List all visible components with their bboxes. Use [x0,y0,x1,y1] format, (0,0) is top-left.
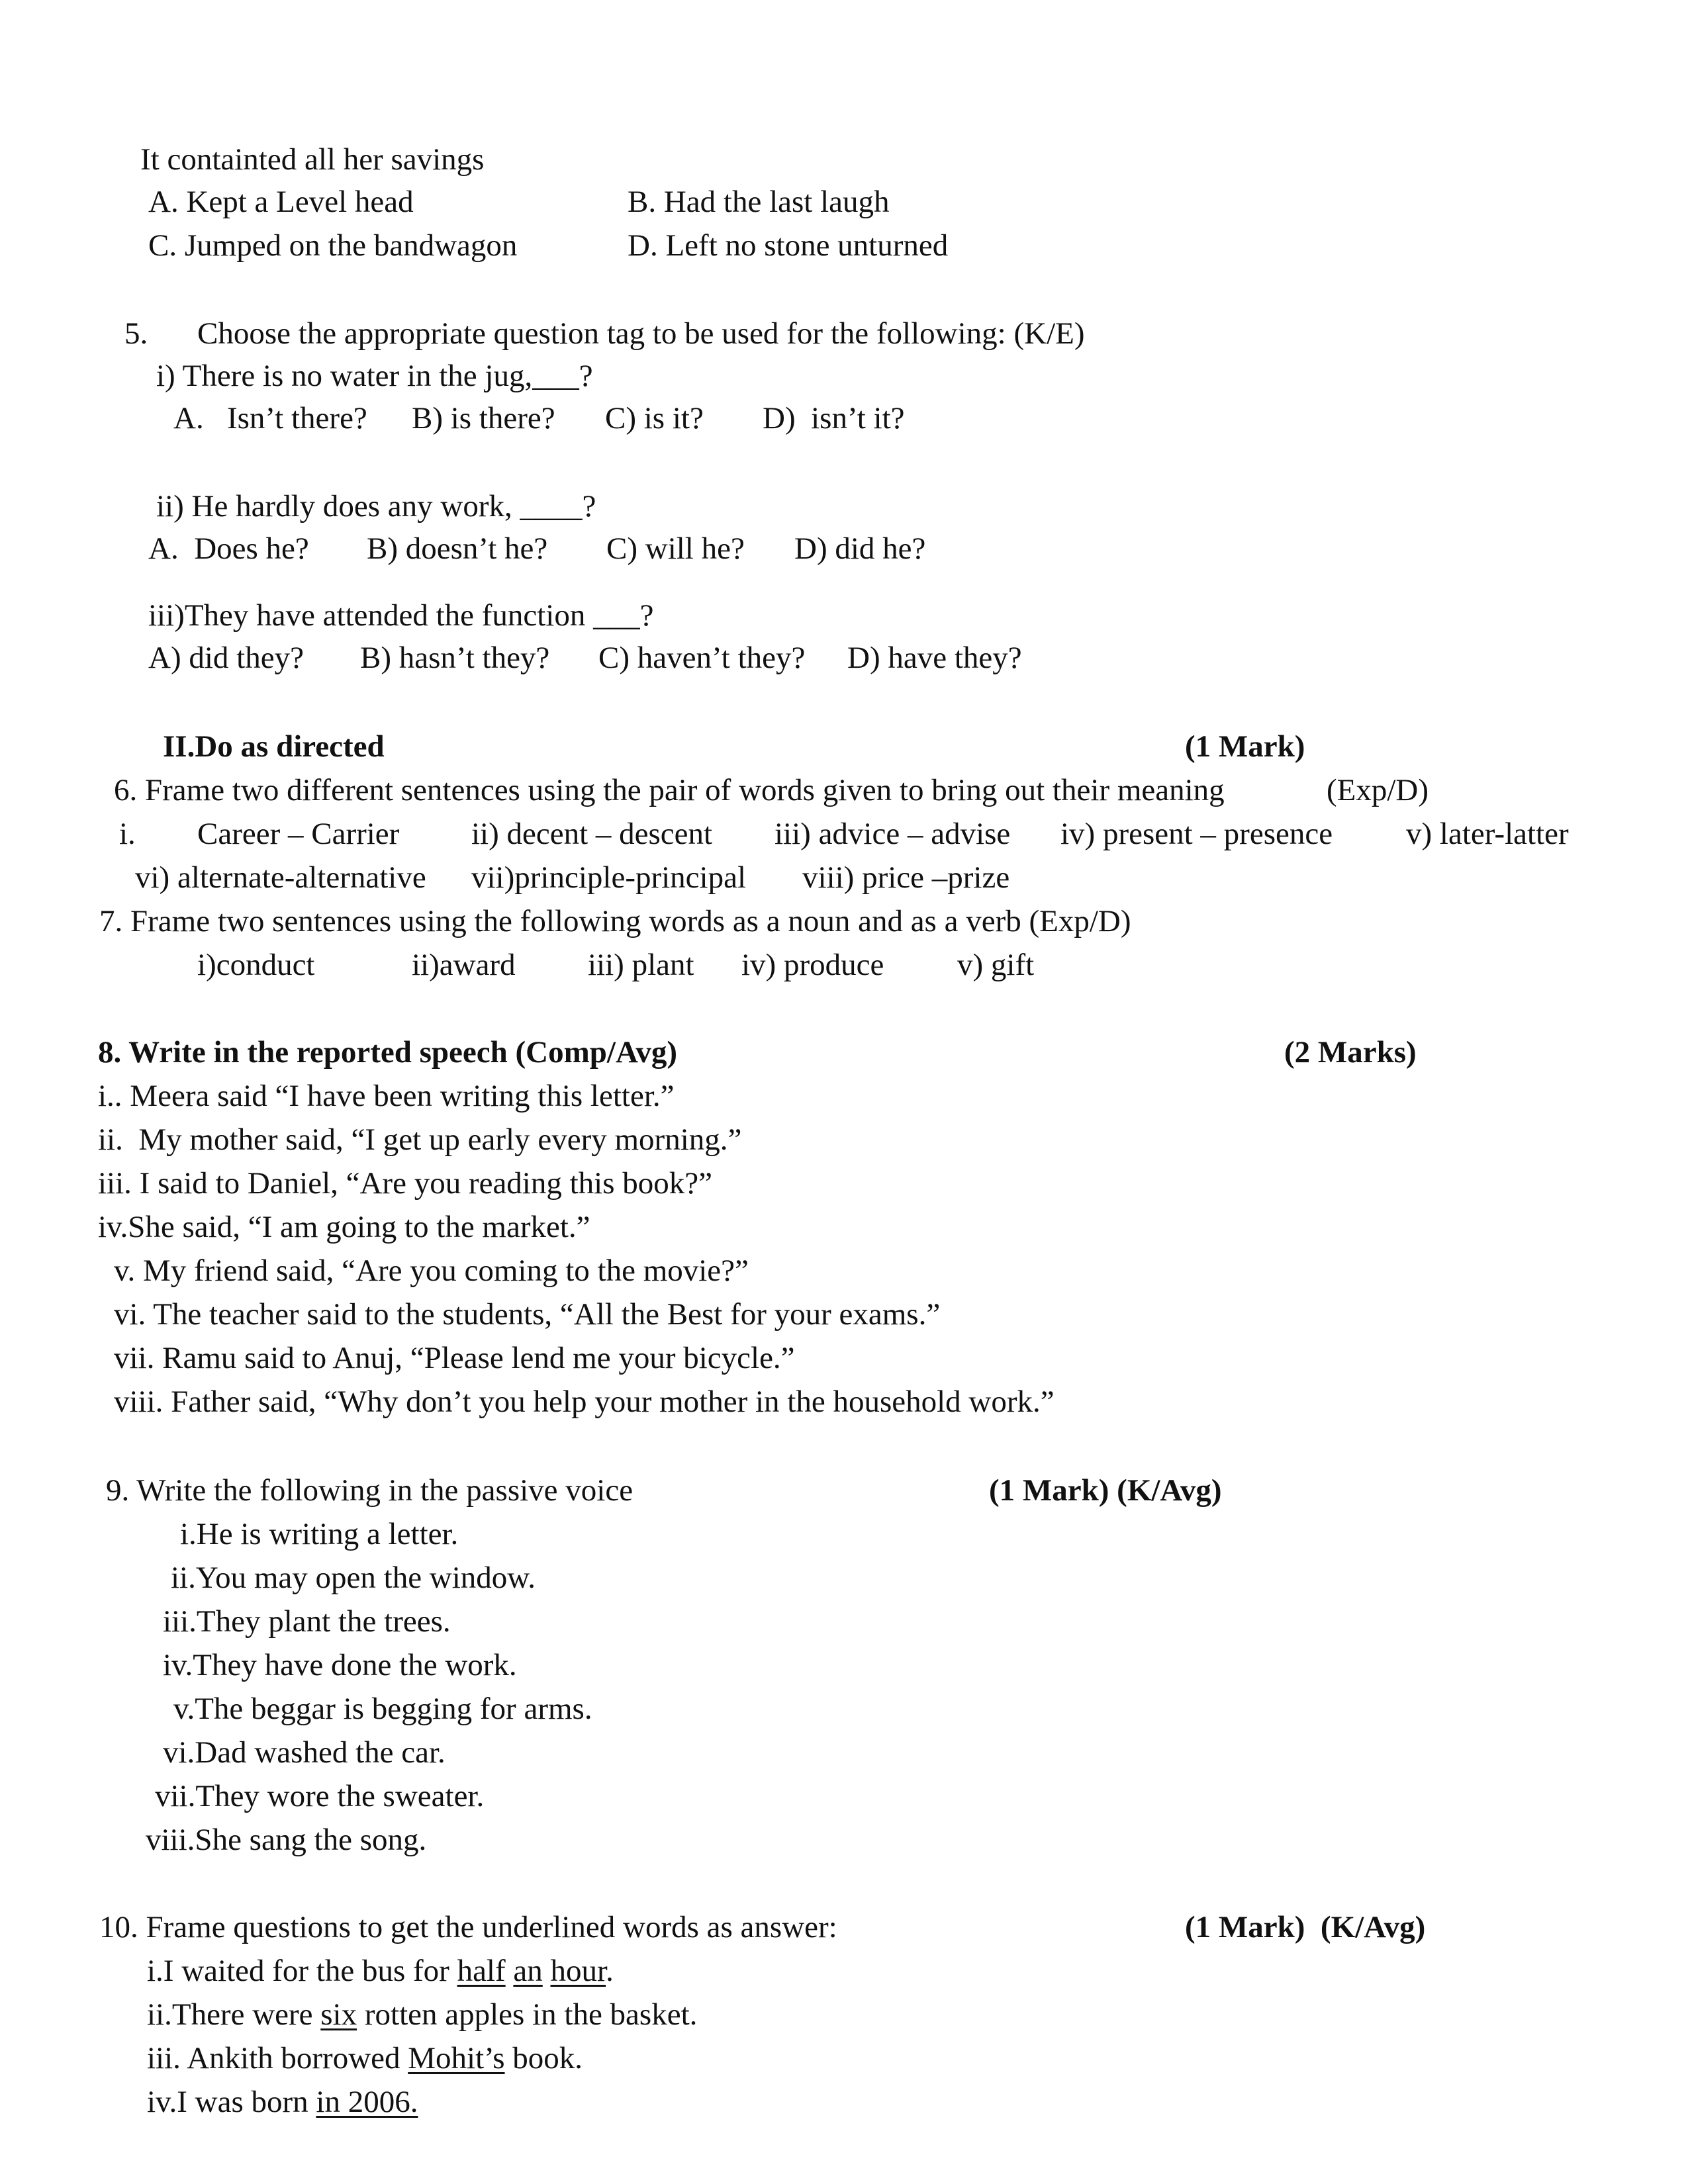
q6-word-pair: iii) advice – advise [774,817,1011,851]
q8-item: vii. Ramu said to Anuj, “Please lend me your bicycle.” [114,1341,795,1375]
q6-word-pair: i. [119,817,136,851]
q10-item-2 [147,1995,697,2034]
q9-item: i.He is writing a letter. [180,1517,459,1551]
q8-item: v. My friend said, “Are you coming to the movie?” [114,1253,749,1288]
q8-item: ii. My mother said, “I get up early every morning.” [98,1122,742,1157]
q9-item: ii.You may open the window. [171,1561,536,1595]
q8-marks: (2 Marks) [1284,1035,1417,1069]
q7-word: v) gift [957,948,1035,982]
q7-text: 7. Frame two sentences using the following words as a noun and as a verb (Exp/D) [99,904,1131,938]
q5-title: Choose the appropriate question tag to be used for the following: (K/E) [197,316,1085,351]
q6-word-pair: vi) alternate-alternative [135,860,426,895]
q5-item-3-opt-a: A) did they? [148,641,304,675]
q9-marks: (1 Mark) (K/Avg) [989,1473,1222,1508]
q6-word-pair: iv) present – presence [1060,817,1333,851]
q5-item-2-opt-b: B) doesn’t he? [367,531,548,566]
q5-item-2-opt-a: A. Does he? [148,531,309,566]
q4-option-a: A. Kept a Level head [148,185,414,219]
q7-word: iii) plant [588,948,694,982]
q8-item: iii. I said to Daniel, “Are you reading this book?” [98,1166,712,1201]
q6-text: 6. Frame two different sentences using the pair of words given to bring out their meaning [114,773,1225,807]
q10-marks: (1 Mark) (K/Avg) [1185,1910,1426,1944]
q5-item-2-opt-c: C) will he? [606,531,745,566]
q10-item-2-end: rotten apples in the basket. [357,1997,698,2032]
q9-item: vi.Dad washed the car. [163,1735,445,1770]
q5-item-1: i) There is no water in the jug,___? [156,359,593,393]
underlined-answer: six [320,1997,357,2032]
q6-word-pair: v) later-latter [1406,817,1569,851]
q5-item-3-opt-c: C) haven’t they? [598,641,806,675]
q10-item-1 [147,1951,614,1991]
q7-word: iv) produce [741,948,884,982]
q8-item: i.. Meera said “I have been writing this letter.” [98,1079,675,1113]
q10-item-1-text: i.I waited for the bus for [147,1954,457,1988]
section-2-marks: (1 Mark) [1185,729,1305,764]
q5-item-3-opt-d: D) have they? [847,641,1022,675]
q5-item-1-opt-b: B) is there? [412,401,555,435]
q10-item-2-text: ii.There were [147,1997,321,2032]
q9-title: 9. Write the following in the passive voice [106,1473,633,1508]
q6-word-pair: ii) decent – descent [471,817,713,851]
q5-item-1-opt-a: A. Isn’t there? [173,401,367,435]
underlined-answer: an [513,1954,543,1988]
underlined-answer: hour [550,1954,606,1988]
q5-item-1-opt-c: C) is it? [605,401,704,435]
q6-word-pair: vii)principle-principal [471,860,747,895]
q8-item: vi. The teacher said to the students, “All the Best for your exams.” [114,1297,941,1332]
q5-item-1-opt-d: D) isn’t it? [763,401,905,435]
q8-item: iv.She said, “I am going to the market.” [98,1210,590,1244]
q4-option-b: B. Had the last laugh [628,185,890,219]
q10-item-3-end: book. [504,2041,583,2075]
q8-item: viii. Father said, “Why don’t you help your mother in the household work.” [114,1385,1055,1419]
q5-item-3-opt-b: B) hasn’t they? [360,641,550,675]
q9-item: viii.She sang the song. [146,1823,427,1857]
q4-stem: It containted all her savings [140,142,485,177]
q9-item: iii.They plant the trees. [163,1604,451,1639]
section-2-title: II.Do as directed [163,729,385,764]
q5-item-2-opt-d: D) did he? [794,531,926,566]
underlined-answer: half [457,1954,506,1988]
q10-item-1-end: . [606,1954,614,1988]
q4-option-d: D. Left no stone unturned [628,228,949,263]
q4-option-c: C. Jumped on the bandwagon [148,228,518,263]
q5-number: 5. [124,316,148,351]
q7-word: ii)award [412,948,516,982]
q5-item-2: ii) He hardly does any work, ____? [156,489,596,523]
q6-tag: (Exp/D) [1327,773,1429,807]
q10-item-3-text: iii. Ankith borrowed [147,2041,408,2075]
underlined-answer: Mohit’s [408,2041,505,2075]
q10-item-3 [147,2038,583,2078]
q10-title: 10. Frame questions to get the underlined words as answer: [99,1910,837,1944]
q6-word-pair: viii) price –prize [802,860,1010,895]
q6-word-pair: Career – Carrier [197,817,400,851]
q8-title: 8. Write in the reported speech (Comp/Avg) [98,1035,678,1069]
q10-item-4-text: iv.I was born [147,2085,316,2119]
underlined-answer: in 2006. [316,2085,418,2119]
q7-word: i)conduct [197,948,315,982]
q5-item-3: iii)They have attended the function ___? [148,598,654,633]
q9-item: vii.They wore the sweater. [155,1779,485,1813]
q10-item-4 [147,2082,418,2122]
q9-item: v.The beggar is begging for arms. [173,1692,592,1726]
q9-item: iv.They have done the work. [163,1648,517,1682]
